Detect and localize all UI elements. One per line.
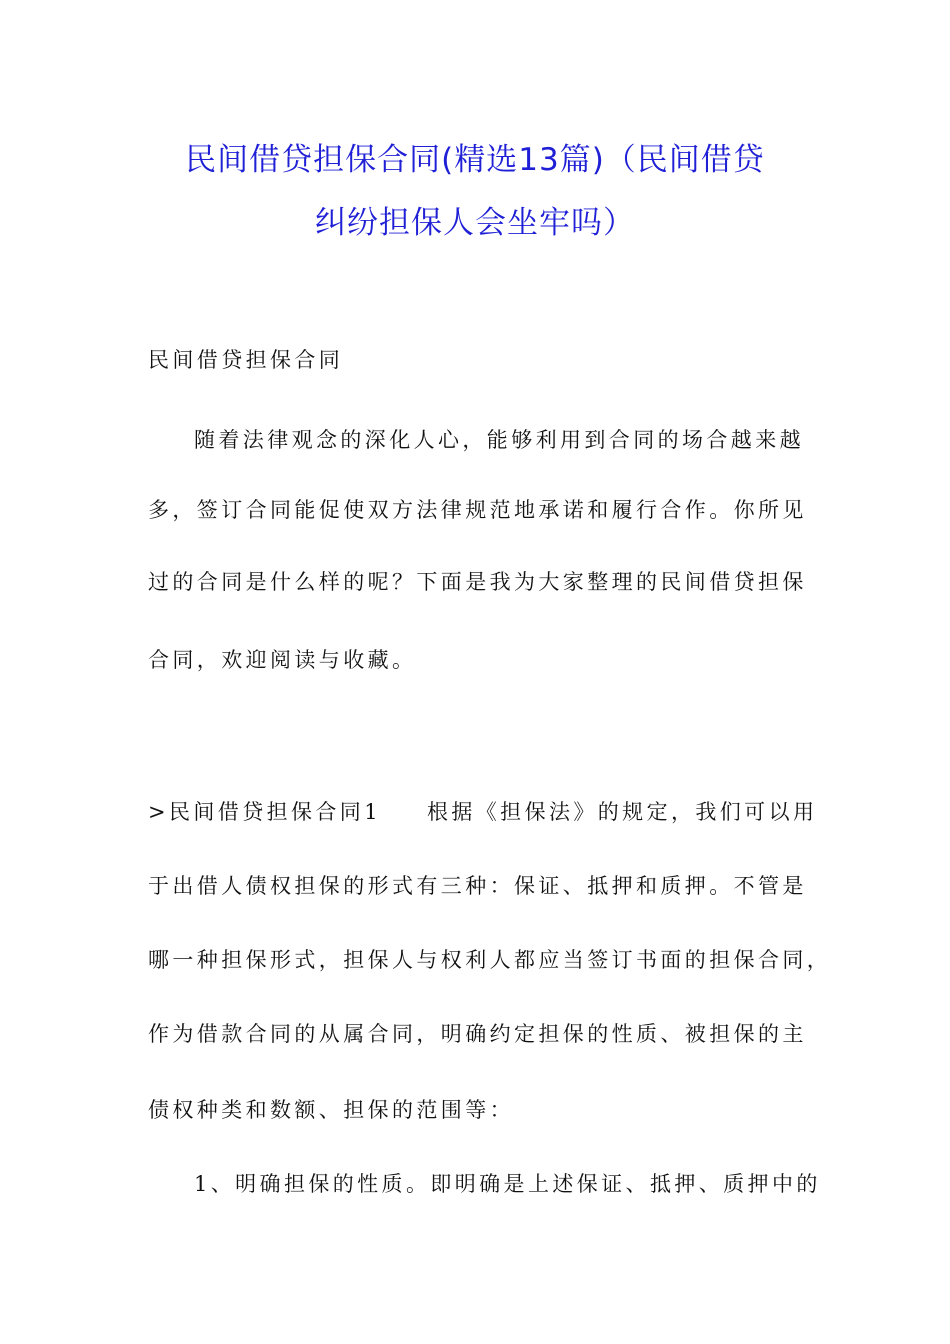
intro-paragraph-line-1: 随着法律观念的深化人心，能够利用到合同的场合越来越 [194, 428, 804, 452]
section-1-first-line [148, 796, 818, 826]
section-1-line-5: 债权种类和数额、担保的范围等： [148, 1098, 514, 1122]
section-1-line-4: 作为借款合同的从属合同，明确约定担保的性质、被担保的主 [148, 1022, 807, 1046]
intro-paragraph-line-4: 合同，欢迎阅读与收藏。 [148, 648, 417, 672]
list-item-1: 1、明确担保的性质。即明确是上述保证、抵押、质押中的 [194, 1172, 821, 1196]
section-heading: 民间借贷担保合同 [148, 348, 344, 372]
intro-paragraph-line-2: 多，签订合同能促使双方法律规范地承诺和履行合作。你所见 [148, 498, 807, 522]
section-1-line-3: 哪一种担保形式，担保人与权利人都应当签订书面的担保合同， [148, 948, 832, 972]
section-1-first-text: 根据《担保法》的规定，我们可以用 [426, 800, 818, 824]
document-title-line-2: 纠纷担保人会坐牢吗） [315, 205, 635, 241]
intro-paragraph-line-3: 过的合同是什么样的呢？下面是我为大家整理的民间借贷担保 [148, 570, 807, 594]
document-title-line-1: 民间借贷担保合同(精选13篇)（民间借贷 [185, 142, 765, 178]
section-1-label: >民间借贷担保合同1 [148, 800, 381, 824]
section-1-line-2: 于出借人债权担保的形式有三种：保证、抵押和质押。不管是 [148, 874, 807, 898]
